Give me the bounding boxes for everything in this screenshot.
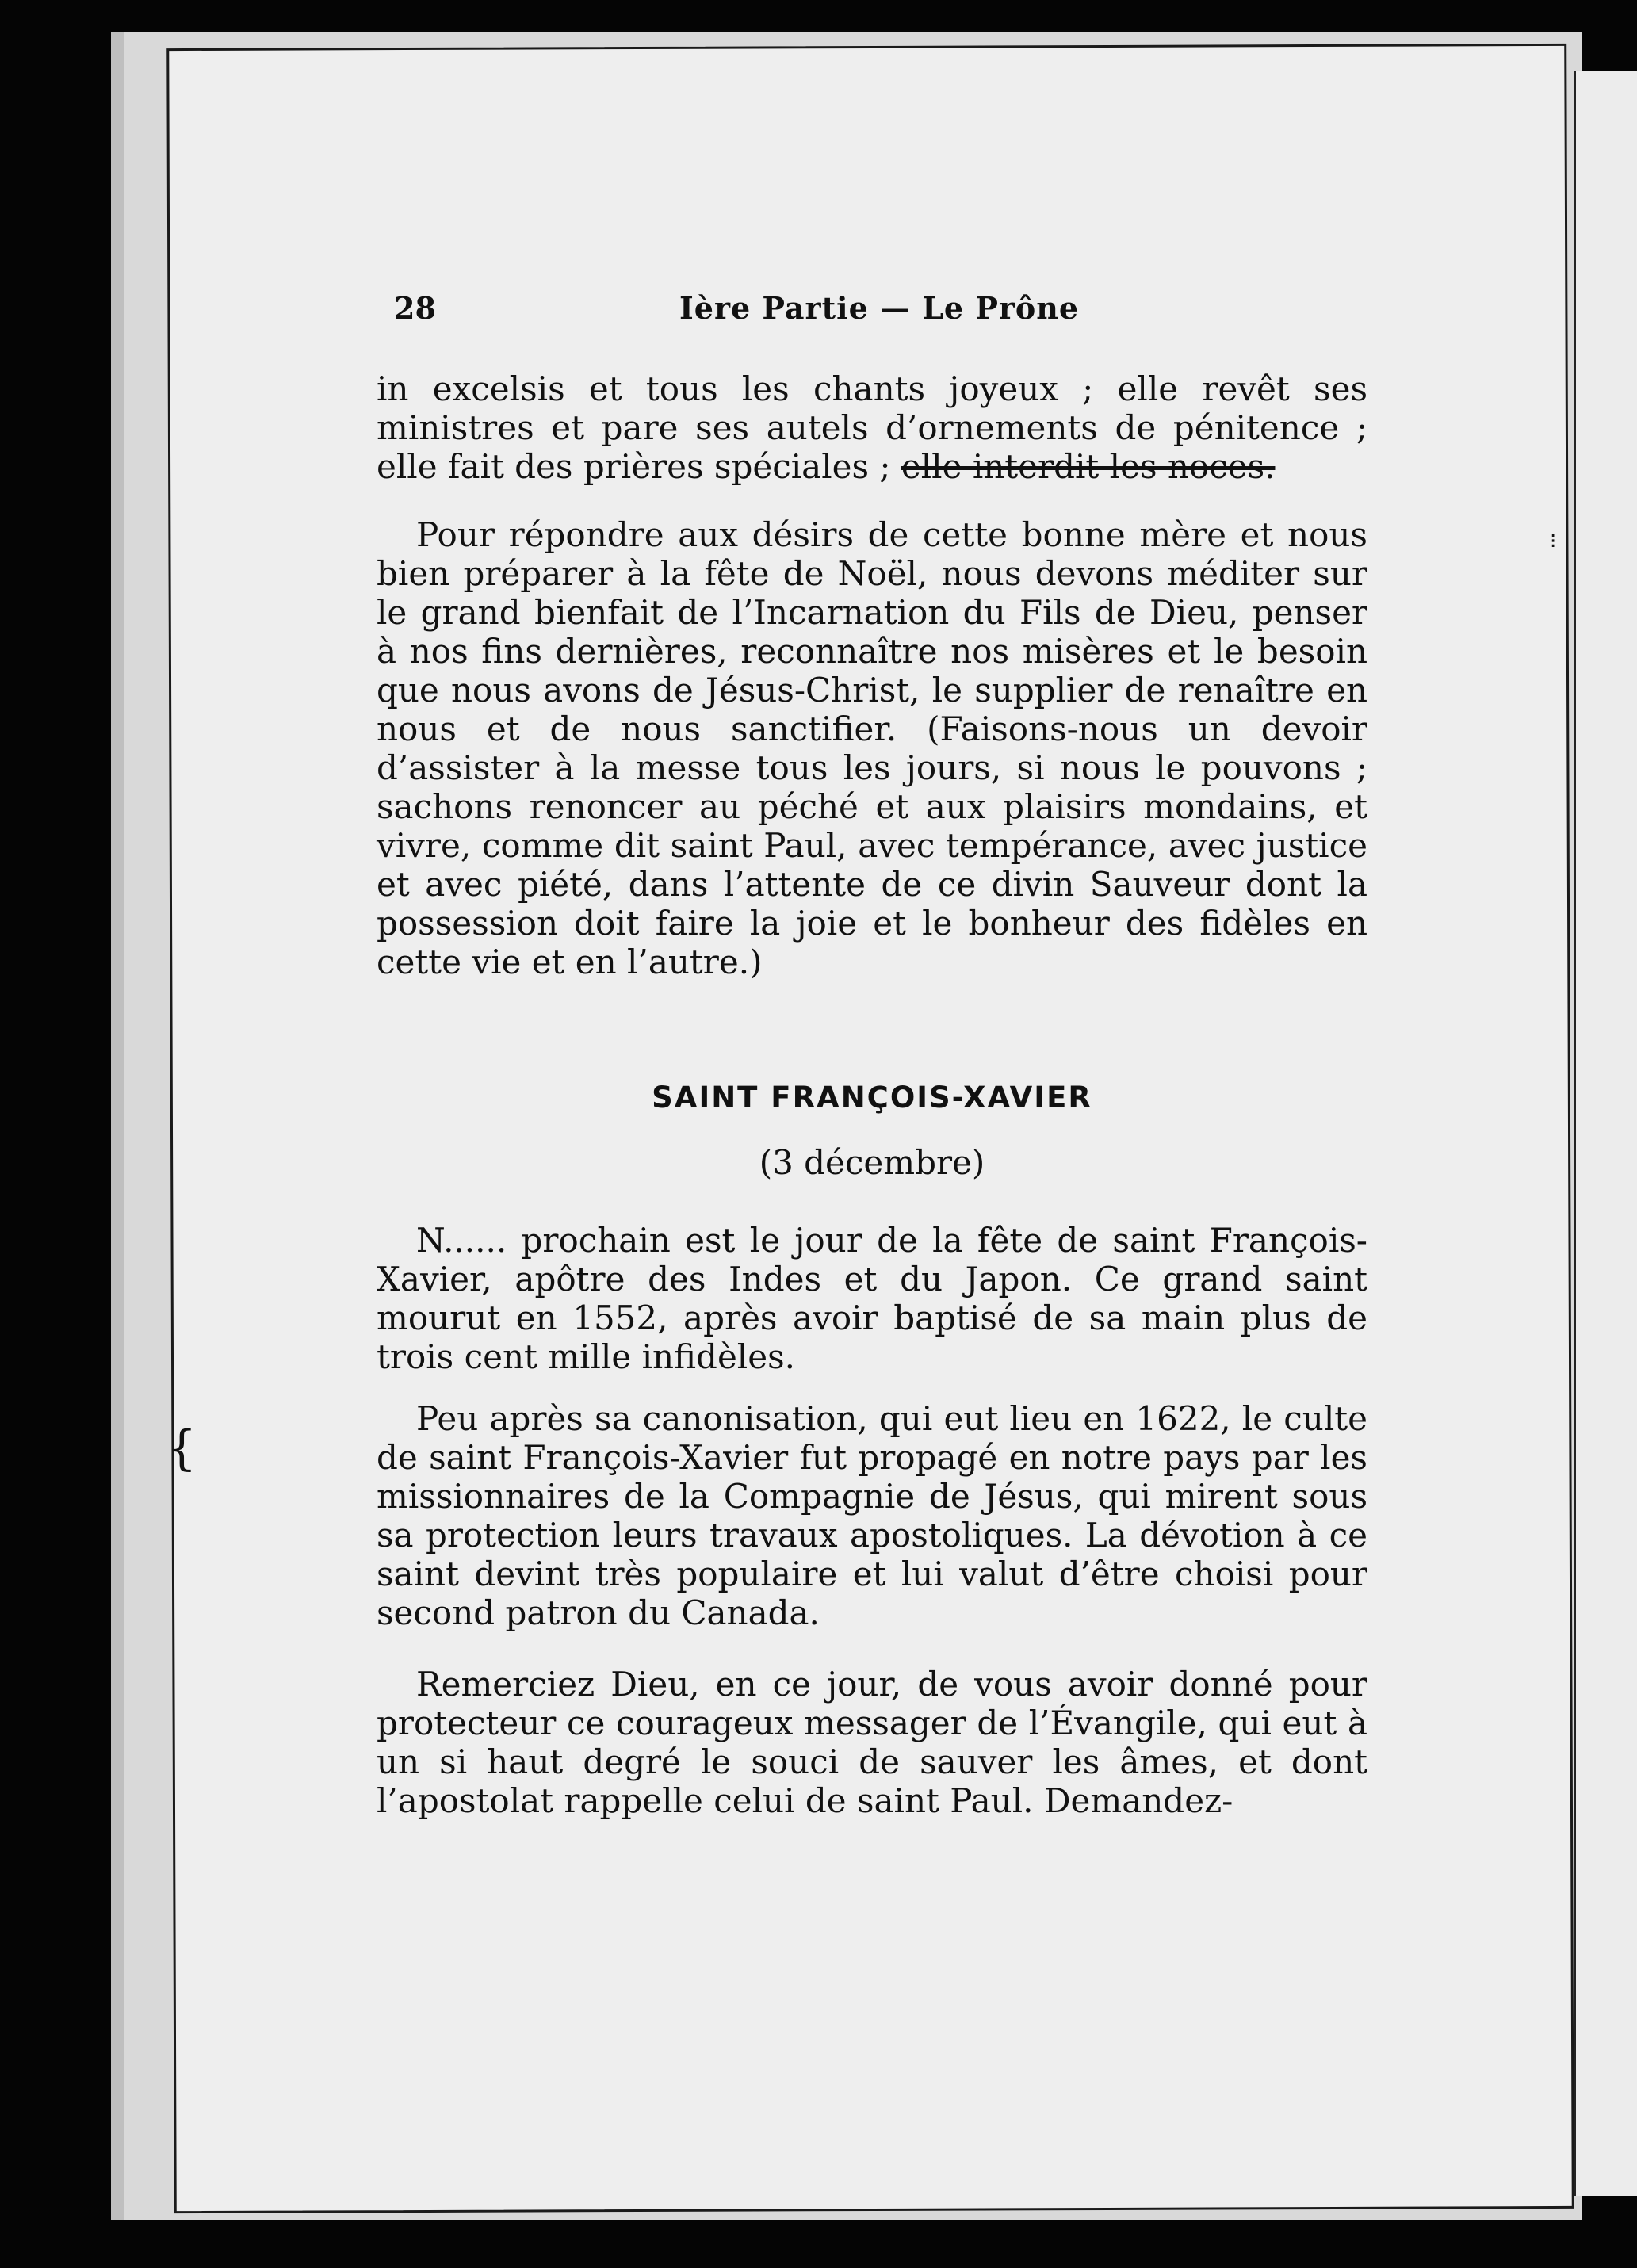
paragraph-1	[377, 369, 1367, 486]
edge-marks: ⁝	[1550, 530, 1557, 553]
paragraph-4-text: Peu après sa canonisation, qui eut lieu en 1622, le culte de saint François-Xavier fut propagé en notre pays par les missionnaires de la Compagnie de Jésus, qui mirent sous sa protection leurs travaux apostoliques. La dévotion à ce saint devint très populaire et lui valut d’être choisi pour second patron du Canada.	[377, 1399, 1367, 1632]
struck-text: elle interdit les noces.	[901, 447, 1276, 486]
paragraph-4	[377, 1399, 1367, 1632]
paragraph-5-text: Remerciez Dieu, en ce jour, de vous avoir donné pour protecteur ce courageux messager de l’Évangile, qui eut à un si haut degré le souci de sauver les âmes, et dont l’apostolat rappelle celui de saint Paul. Demandez-	[377, 1665, 1367, 1820]
part-title: Ière Partie — Le Prône	[679, 290, 1080, 326]
paragraph-3-text: N...... prochain est le jour de la fête de saint François-Xavier, apôtre des Indes et du Japon. Ce grand saint mourut en 1552, après avoir baptisé de sa main plus de trois cent mille infidèles.	[377, 1221, 1367, 1376]
paragraph-5	[377, 1665, 1367, 1820]
paragraph-3	[377, 1221, 1367, 1376]
margin-bracket-mark: {	[166, 1421, 197, 1476]
page-number: 28	[394, 290, 436, 326]
paragraph-2	[377, 515, 1367, 981]
facing-page-edge	[1574, 71, 1637, 2196]
running-head	[394, 290, 1393, 338]
section-heading: SAINT FRANÇOIS-XAVIER	[652, 1080, 1092, 1115]
paragraph-2-text: Pour répondre aux désirs de cette bonne mère et nous bien préparer à la fête de Noël, nous devons méditer sur le grand bienfait de l’Incarnation du Fils de Dieu, penser à nos fins dernières, reconnaître nos misères et le besoin que nous avons de Jésus-Christ, le supplier de renaître en nous et de nous sanctifier. (Faisons-nous un devoir d’assister à la messe tous les jours, si nous le pouvons ; sachons renoncer au péché et aux plaisirs mondains, et vivre, comme dit saint Paul, avec tempérance, avec justice et avec piété, dans l’attente de ce divin Sauveur dont la possession doit faire la joie et le bonheur des fidèles en cette vie et en l’autre.)	[377, 515, 1367, 981]
section-date: (3 décembre)	[759, 1143, 985, 1182]
paragraph-1-text: in excelsis et tous les chants joyeux ; elle revêt ses ministres et pare ses autels d’ornements de pénitence ; elle fait des prières spéciales ;	[377, 369, 1367, 486]
